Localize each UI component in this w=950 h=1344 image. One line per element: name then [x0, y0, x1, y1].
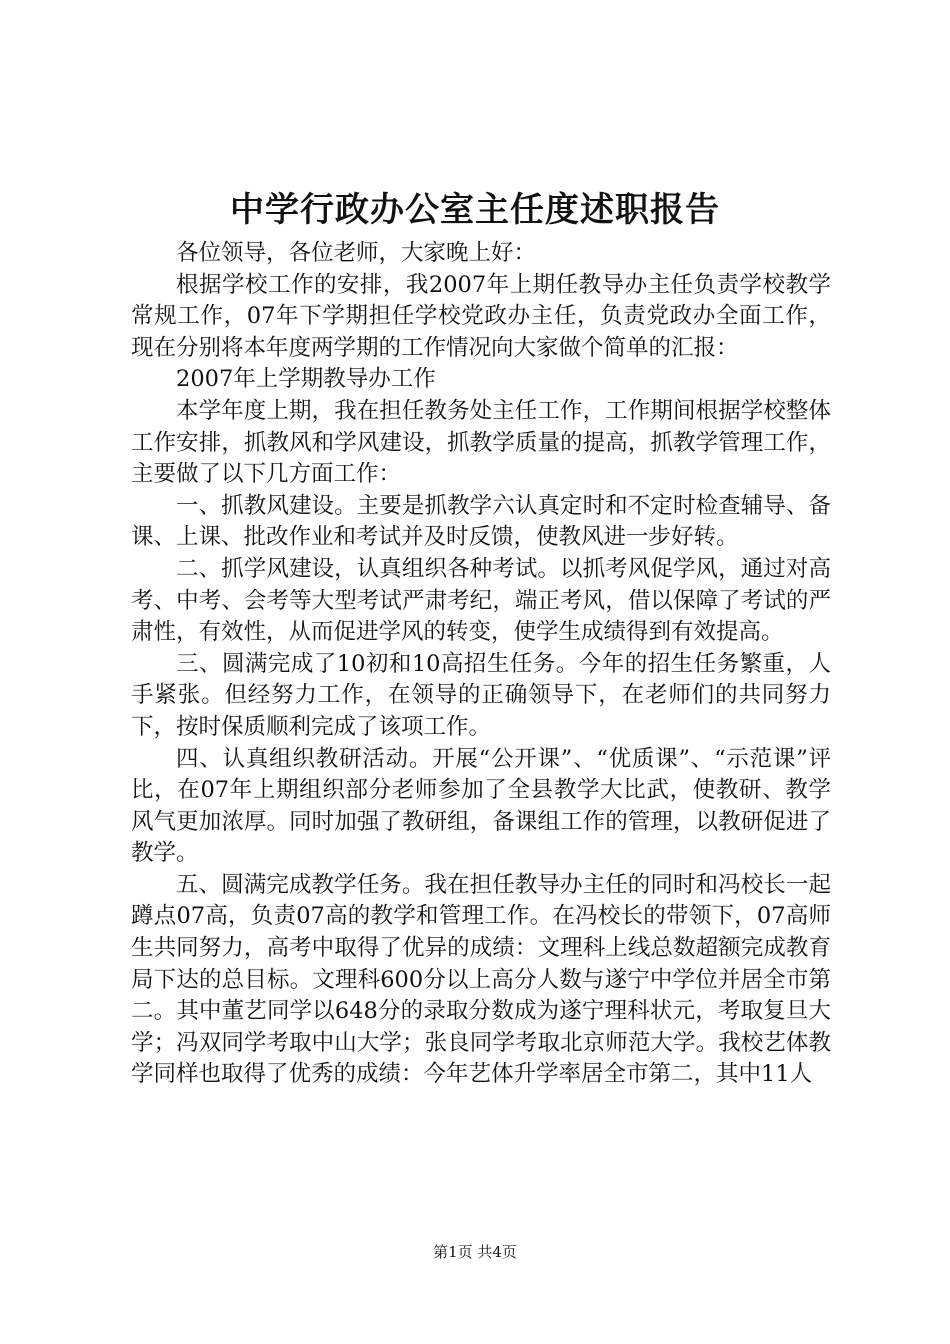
page-number-footer: 第1页 共4页 — [433, 1243, 517, 1261]
document-body — [131, 238, 831, 1091]
paragraph-item-2: 二、抓学风建设，认真组织各种考试。以抓考风促学风，通过对高考、中考、会考等大型考试严肃考纪，端正考风，借以保障了考试的严肃性，有效性，从而促进学风的转变，使学生成绩得到有效提高。 — [131, 555, 831, 646]
paragraph-intro: 根据学校工作的安排，我2007年上期任教导办主任负责学校教学常规工作，07年下学期担任学校党政办主任，负责党政办全面工作，现在分别将本年度两学期的工作情况向大家做个简单的汇报： — [131, 271, 831, 361]
section-heading: 2007年上学期教导办工作 — [176, 366, 436, 393]
paragraph-greeting: 各位领导，各位老师，大家晚上好： — [176, 240, 537, 266]
paragraph-item-5: 五、圆满完成教学任务。我在担任教导办主任的同时和冯校长一起蹲点07高，负责07高的教学和管理工作。在冯校长的带领下，07高师生共同努力，高考中取得了优异的成绩：文理科上线总数超额完成教育局下达的总目标。文理科600分以上高分人数与遂宁中学位并居全市第二。其中董艺同学以648分的录取分数成为遂宁理科状元，考取复旦大学；冯双同学考取中山大学；张良同学考取北京师范大学。我校艺体教学同样也取得了优秀的成绩：今年艺体升学率居全市第二，其中11人 — [131, 871, 831, 1088]
paragraph-overview: 本学年度上期，我在担任教务处主任工作，工作期间根据学校整体工作安排，抓教风和学风建设，抓教学质量的提高，抓教学管理工作，主要做了以下几方面工作： — [131, 397, 831, 488]
paragraph-item-4: 四、认真组织教研活动。开展“公开课”、“优质课”、“示范课”评比，在07年上期组织部分老师参加了全县教学大比武，使教研、教学风气更加浓厚。同时加强了教研组，备课组工作的管理，以教研促进了教学。 — [131, 745, 831, 867]
paragraph-item-1: 一、抓教风建设。主要是抓教学六认真定时和不定时检查辅导、备课、上课、批改作业和考试并及时反馈，使教风进一步好转。 — [131, 492, 831, 551]
paragraph-item-3: 三、圆满完成了10初和10高招生任务。今年的招生任务繁重，人手紧张。但经努力工作，在领导的正确领导下，在老师们的共同努力下，按时保质顺利完成了该项工作。 — [131, 650, 831, 740]
document-title: 中学行政办公室主任度述职报告 — [230, 190, 720, 230]
